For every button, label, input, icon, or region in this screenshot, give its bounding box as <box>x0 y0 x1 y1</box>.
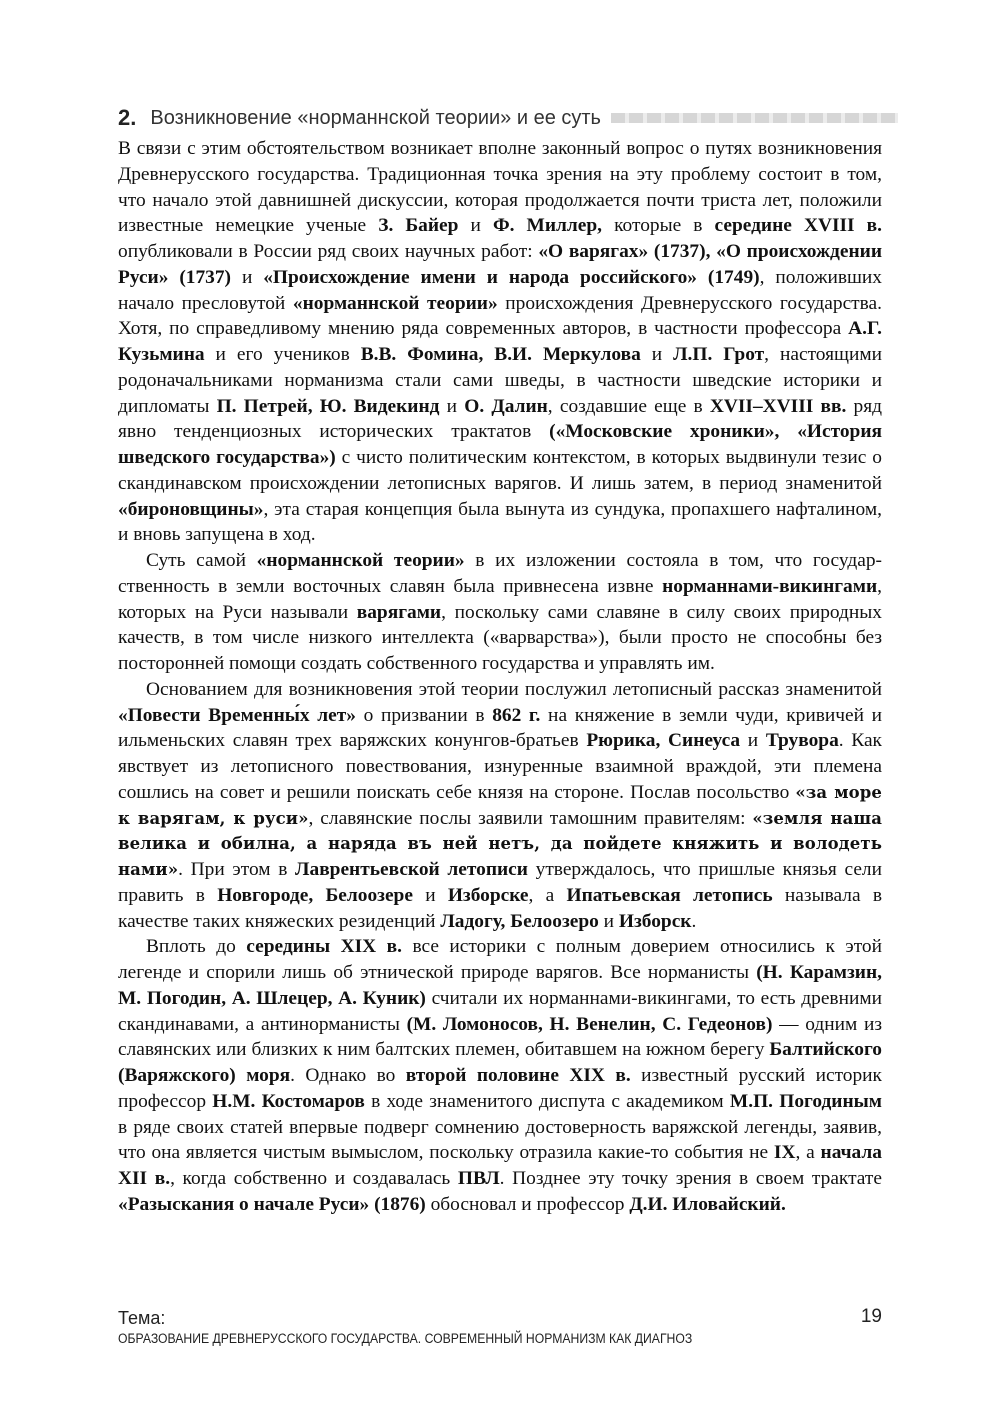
text-run: , а <box>795 1142 821 1164</box>
bold-run: З. Байер <box>378 215 459 237</box>
paragraph <box>118 677 882 935</box>
bold-run: «Происхождение имени и народа российского» (1749) <box>263 266 760 288</box>
text-run: и <box>598 910 619 932</box>
bold-run: начала XII в. <box>118 1142 882 1189</box>
bold-run: ПВЛ <box>457 1168 500 1189</box>
bold-run: «норманнской теории» <box>256 550 465 571</box>
text-run: Суть самой <box>146 550 257 571</box>
text-run: в ходе знаменитого диспута с академиком <box>364 1090 730 1112</box>
text-run: о призвании в <box>355 704 493 726</box>
text-run: в ряде своих статей впервые подверг сомнению достоверность варяжской легенды, заявив, что она является чистым вымыслом, поскольку отразила какие-то события не <box>118 1116 882 1164</box>
text-run: и <box>412 884 448 906</box>
text-run: Вплоть до <box>146 936 247 958</box>
text-run: , когда собственно и создавалась <box>170 1168 458 1189</box>
text-run: Основанием для возникновения этой теории послужил летописный рассказ знаменитой <box>146 678 882 700</box>
text-run: известный русский историк профессор <box>118 1065 882 1112</box>
bold-run: О. Далин <box>464 395 548 417</box>
text-run: . При этом в <box>178 859 296 880</box>
bold-run: 862 г. <box>492 704 541 726</box>
text-run: и <box>640 344 674 365</box>
section-number: 2. <box>118 105 137 130</box>
text-run: и <box>231 266 264 288</box>
bold-run: «норманнской теории» <box>292 292 498 314</box>
text-run: В связи с этим обстоятельством возникает вполне законный вопрос о путях возникновения Древнерусского государства. Традиционная точка зрения на эту проблему состоит в том, что начало этой давнишней дискуссии, которая продолжается почти триста лет, положили известные немецкие ученые <box>118 138 882 237</box>
text-run: опубликовали в России ряд своих научных работ: <box>118 241 539 262</box>
body-text <box>118 136 882 1218</box>
text-run: утверждалось, что пришлые князья сели править в <box>118 859 882 906</box>
bold-run: Л.П. Грот <box>673 344 765 365</box>
text-run: с чисто политическим контекстом, в которых выдвинули тезис о скандинавском происхождении летописных варягов. И лишь затем, в период знаменитой <box>118 447 883 494</box>
bold-run: Д.И. Иловайский. <box>629 1193 786 1215</box>
bold-run: Ипатьевская летопись <box>566 884 773 906</box>
bold-run: Ф. Миллер, <box>492 215 603 237</box>
text-run: , славянские послы заявили тамошним правителям: <box>308 807 753 829</box>
text-run: , создавшие еще в <box>547 395 710 417</box>
bold-run: варягами <box>356 601 442 623</box>
bold-run: середины XIX в. <box>246 936 402 958</box>
bold-run: второй половине XIX в. <box>405 1065 631 1086</box>
text-run: обосновал и профессор <box>425 1193 630 1215</box>
bold-run: Лаврентьевской летописи <box>295 859 528 880</box>
bold-run: Трувора <box>765 730 839 752</box>
text-run: , поскольку сами славяне в силу своих природных качеств, в том числе низкого интеллекта («варварства»), были просто не способны без посторонней помощи создать собственного государства и управлять им. <box>118 601 883 674</box>
paragraph <box>118 934 882 1217</box>
section-heading <box>118 103 898 133</box>
text-run: , эта старая концепция была вынута из сундука, пропахшего нафталином, и вновь запущена в ход. <box>118 498 882 546</box>
text-run: все историки с полным доверием относились к этой легенде и спорили лишь об этнической природе варягов. Все норманисты <box>118 936 882 983</box>
bold-run: Ладогу, Белоозеро <box>440 910 599 932</box>
text-run: происхождения Древнерусского государства. Хотя, по справедливому мнению ряда современных авторов, в частности профессора <box>118 292 883 340</box>
text-run: которые в <box>602 215 715 237</box>
bold-run: XVII–XVIII вв. <box>709 395 847 417</box>
bold-run: середине XVIII в. <box>714 215 882 237</box>
bold-run: П. Петрей, Ю. Видекинд <box>216 395 440 417</box>
bold-run: («Московские хроники», «История шведского государства») <box>118 421 883 468</box>
bold-run: «Разыскания о начале Руси» (1876) <box>118 1193 426 1215</box>
bold-run: «бироновщины» <box>118 498 264 520</box>
bold-run: норманнами-викингами <box>662 575 878 597</box>
bold-run: Изборск <box>618 910 692 932</box>
bold-run: Рюрика, Синеуса <box>586 730 741 752</box>
paragraph <box>118 136 882 548</box>
section-title: Возникновение «норманнской теории» и ее суть <box>150 106 601 129</box>
bold-run: Балтийского (Варяжского) моря <box>118 1039 882 1086</box>
bold-run: IX <box>773 1142 796 1164</box>
heading-decorative-rule <box>611 113 898 123</box>
text-run: . <box>691 910 697 932</box>
text-run: и <box>740 730 766 752</box>
text-run: . Однако во <box>290 1065 406 1086</box>
bold-run: Новгороде, Белоозере <box>217 884 413 906</box>
bold-run: М.П. Погодиным <box>729 1090 882 1112</box>
bold-run: Изборске <box>447 884 529 906</box>
text-run: . Как явствует из летописного повествования, изнуренные взаимной враждой, эти племена сошлись на совет и решили поискать себе князя на стороне. Послав посольство <box>118 730 882 803</box>
text-run: , настоящими родоначальниками норманизма стали сами шведы, в частности шведские историки и дипломаты <box>118 344 882 417</box>
text-run: на княжение в земли чуди, кривичей и ильменьских славян трех варяжских конунгов-братьев <box>118 704 883 752</box>
paragraph <box>118 548 882 677</box>
text-run: и <box>439 395 465 417</box>
footer-topic-label: Тема: <box>118 1308 166 1328</box>
text-run: , положивших начало пресловутой <box>118 266 883 314</box>
text-run: в их изложении состояла в том, что государственность в земли восточных славян была привнесена извне <box>118 550 883 597</box>
bold-run: В.В. Фомина, В.И. Меркулова <box>360 344 641 365</box>
bold-run: (М. Ломоносов, Н. Венелин, С. Гедеонов) <box>406 1013 773 1035</box>
text-run: и его учеников <box>204 344 361 365</box>
bold-run: (Н. Карамзин, М. Погодин, А. Шлецер, А. Куник) <box>118 962 882 1009</box>
text-run: — одним из славянских или близких к ним балтских племен, обитавшем на южном берегу <box>118 1013 882 1061</box>
text-run: называла в качестве таких княжеских резиденций <box>118 884 882 932</box>
text-run: ряд явно тенденциозных исторических трактатов <box>118 395 882 443</box>
bold-run: Н.М. Костомаров <box>212 1090 365 1112</box>
old-russian-quote: «за море к варягам, к руси» <box>118 782 883 828</box>
text-run: . Позднее эту точку зрения в своем трактате <box>499 1168 882 1189</box>
text-run: , которых на Руси называли <box>118 575 882 623</box>
text-run: , а <box>528 884 567 906</box>
text-run: считали их норманнами-викингами, то есть древними скандинавами, а антинорманисты <box>118 987 882 1035</box>
bold-run: «Повести Временны́х лет» <box>118 704 356 726</box>
footer-topic-title: ОБРАЗОВАНИЕ ДРЕВНЕРУССКОГО ГОСУДАРСТВА. СОВРЕМЕННЫЙ НОРМАНИЗМ КАК ДИАГНОЗ <box>118 1331 693 1347</box>
text-run: и <box>458 215 493 237</box>
old-russian-quote: «земля наша велика и обилна, а наряда въ ней нетъ, да пойдете княжить и володеть нами» <box>118 808 882 879</box>
bold-run: А.Г. Кузьмина <box>118 318 882 365</box>
page-number: 19 <box>860 1306 882 1327</box>
bold-run: «О варягах» (1737), «О происхождении Руси» (1737) <box>118 241 882 288</box>
